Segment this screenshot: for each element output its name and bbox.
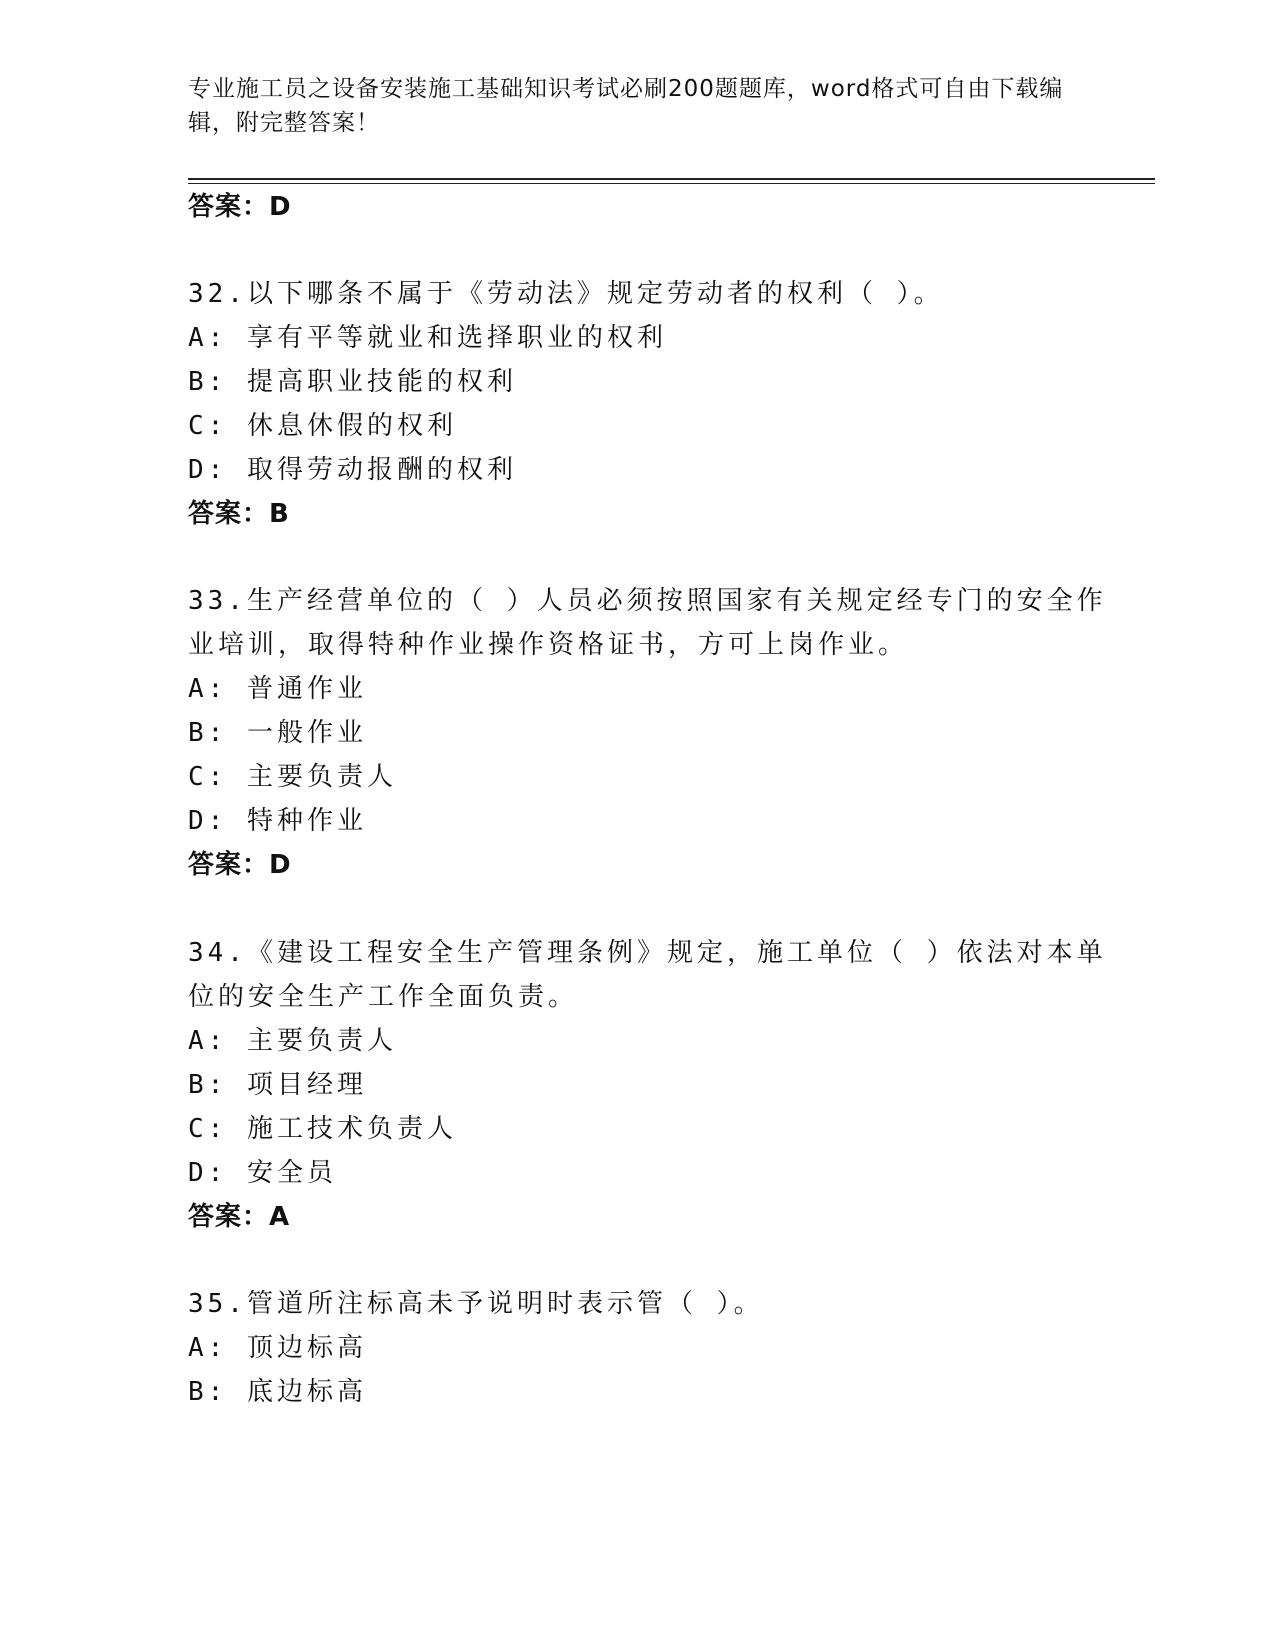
question-32-option-b: B: 提高职业技能的权利 [188, 367, 517, 397]
question-34-stem-line-2: 位的安全生产工作全面负责。 [188, 982, 579, 1012]
question-32-stem: 32.以下哪条不属于《劳动法》规定劳动者的权利（ ）。 [188, 279, 944, 309]
question-33-stem-line-1: 33.生产经营单位的（ ）人员必须按照国家有关规定经专门的安全作 [188, 586, 1107, 616]
question-32-answer: 答案：B [188, 499, 290, 529]
question-33-stem-line-2: 业培训，取得特种作业操作资格证书，方可上岗作业。 [188, 630, 909, 660]
question-32-option-c: C: 休息休假的权利 [188, 411, 457, 441]
page-header: 专业施工员之设备安装施工基础知识考试必刷200题题库，word格式可自由下载编辑，附完整答案！ [188, 76, 1064, 136]
answer-prev: 答案：D [188, 192, 292, 222]
question-32-option-d: D: 取得劳动报酬的权利 [188, 455, 517, 485]
question-33-option-b: B: 一般作业 [188, 718, 367, 748]
question-33-option-d: D: 特种作业 [188, 806, 367, 836]
question-34-stem-line-1: 34.《建设工程安全生产管理条例》规定，施工单位（ ）依法对本单 [188, 938, 1107, 968]
question-35-option-b: B: 底边标高 [188, 1377, 367, 1407]
question-35-option-a: A: 顶边标高 [188, 1333, 367, 1363]
question-34-answer: 答案：A [188, 1202, 291, 1232]
question-33-option-a: A: 普通作业 [188, 674, 367, 704]
header-rule-thick [188, 178, 1155, 180]
question-34-option-a: A: 主要负责人 [188, 1026, 397, 1056]
question-32-option-a: A: 享有平等就业和选择职业的权利 [188, 323, 667, 353]
header-rule-thin [188, 183, 1155, 184]
question-35-stem: 35.管道所注标高未予说明时表示管（ ）。 [188, 1289, 764, 1319]
question-34-option-d: D: 安全员 [188, 1158, 337, 1188]
question-33-option-c: C: 主要负责人 [188, 762, 397, 792]
question-34-option-b: B: 项目经理 [188, 1070, 367, 1100]
question-33-answer: 答案：D [188, 850, 292, 880]
question-34-option-c: C: 施工技术负责人 [188, 1114, 457, 1144]
